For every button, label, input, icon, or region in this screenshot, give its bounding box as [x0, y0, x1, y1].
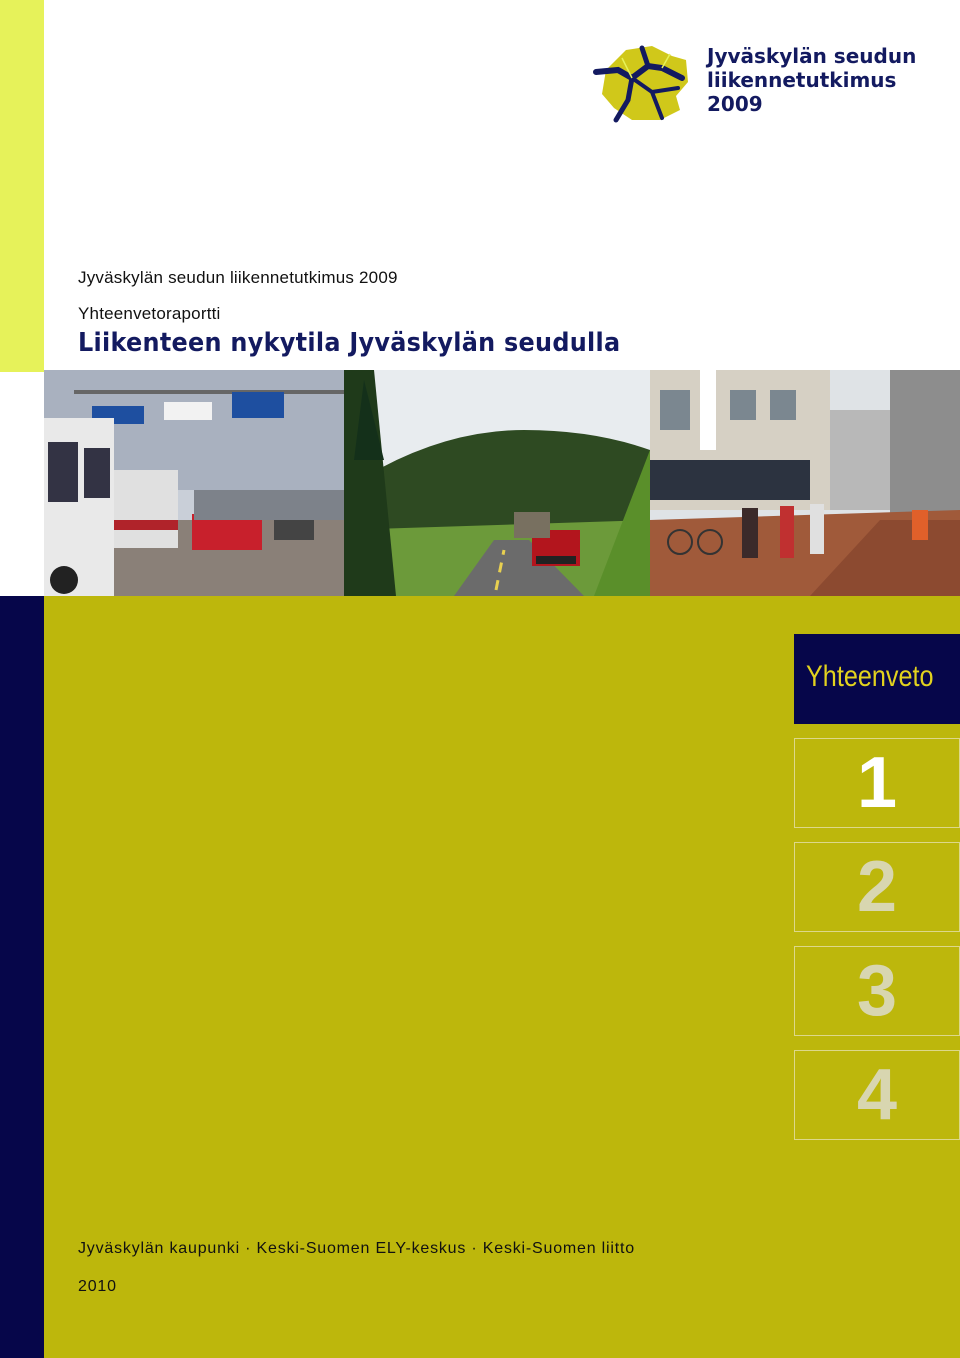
summary-label: Yhteenveto — [806, 660, 934, 693]
photo-forest-road — [344, 370, 650, 596]
main-title: Liikenteen nykytila Jyväskylän seudulla — [78, 328, 621, 358]
traffic-photo-strip — [44, 370, 960, 596]
part-number-4: 4 — [856, 1055, 898, 1135]
left-accent-bar-lime — [0, 0, 44, 372]
logo-line-1: Jyväskylän seudun — [707, 44, 917, 68]
report-type: Yhteenvetoraportti — [78, 304, 221, 323]
part-number-2: 2 — [856, 847, 898, 927]
logo-line-2: liikennetutkimus — [707, 68, 897, 92]
publishers: Jyväskylän kaupunki · Keski-Suomen ELY-keskus · Keski-Suomen liitto — [78, 1240, 635, 1257]
part-number-1: 1 — [856, 743, 898, 823]
publication-year: 2010 — [78, 1278, 117, 1295]
part-number-3: 3 — [856, 951, 898, 1031]
photo-intersection-bus — [44, 370, 344, 596]
logo-wordmark — [707, 44, 916, 116]
left-accent-bar-navy — [0, 596, 44, 1358]
series-title: Jyväskylän seudun liikennetutkimus 2009 — [78, 268, 398, 287]
logo-line-3: 2009 — [707, 92, 763, 116]
photo-pedestrian-street — [650, 370, 960, 596]
